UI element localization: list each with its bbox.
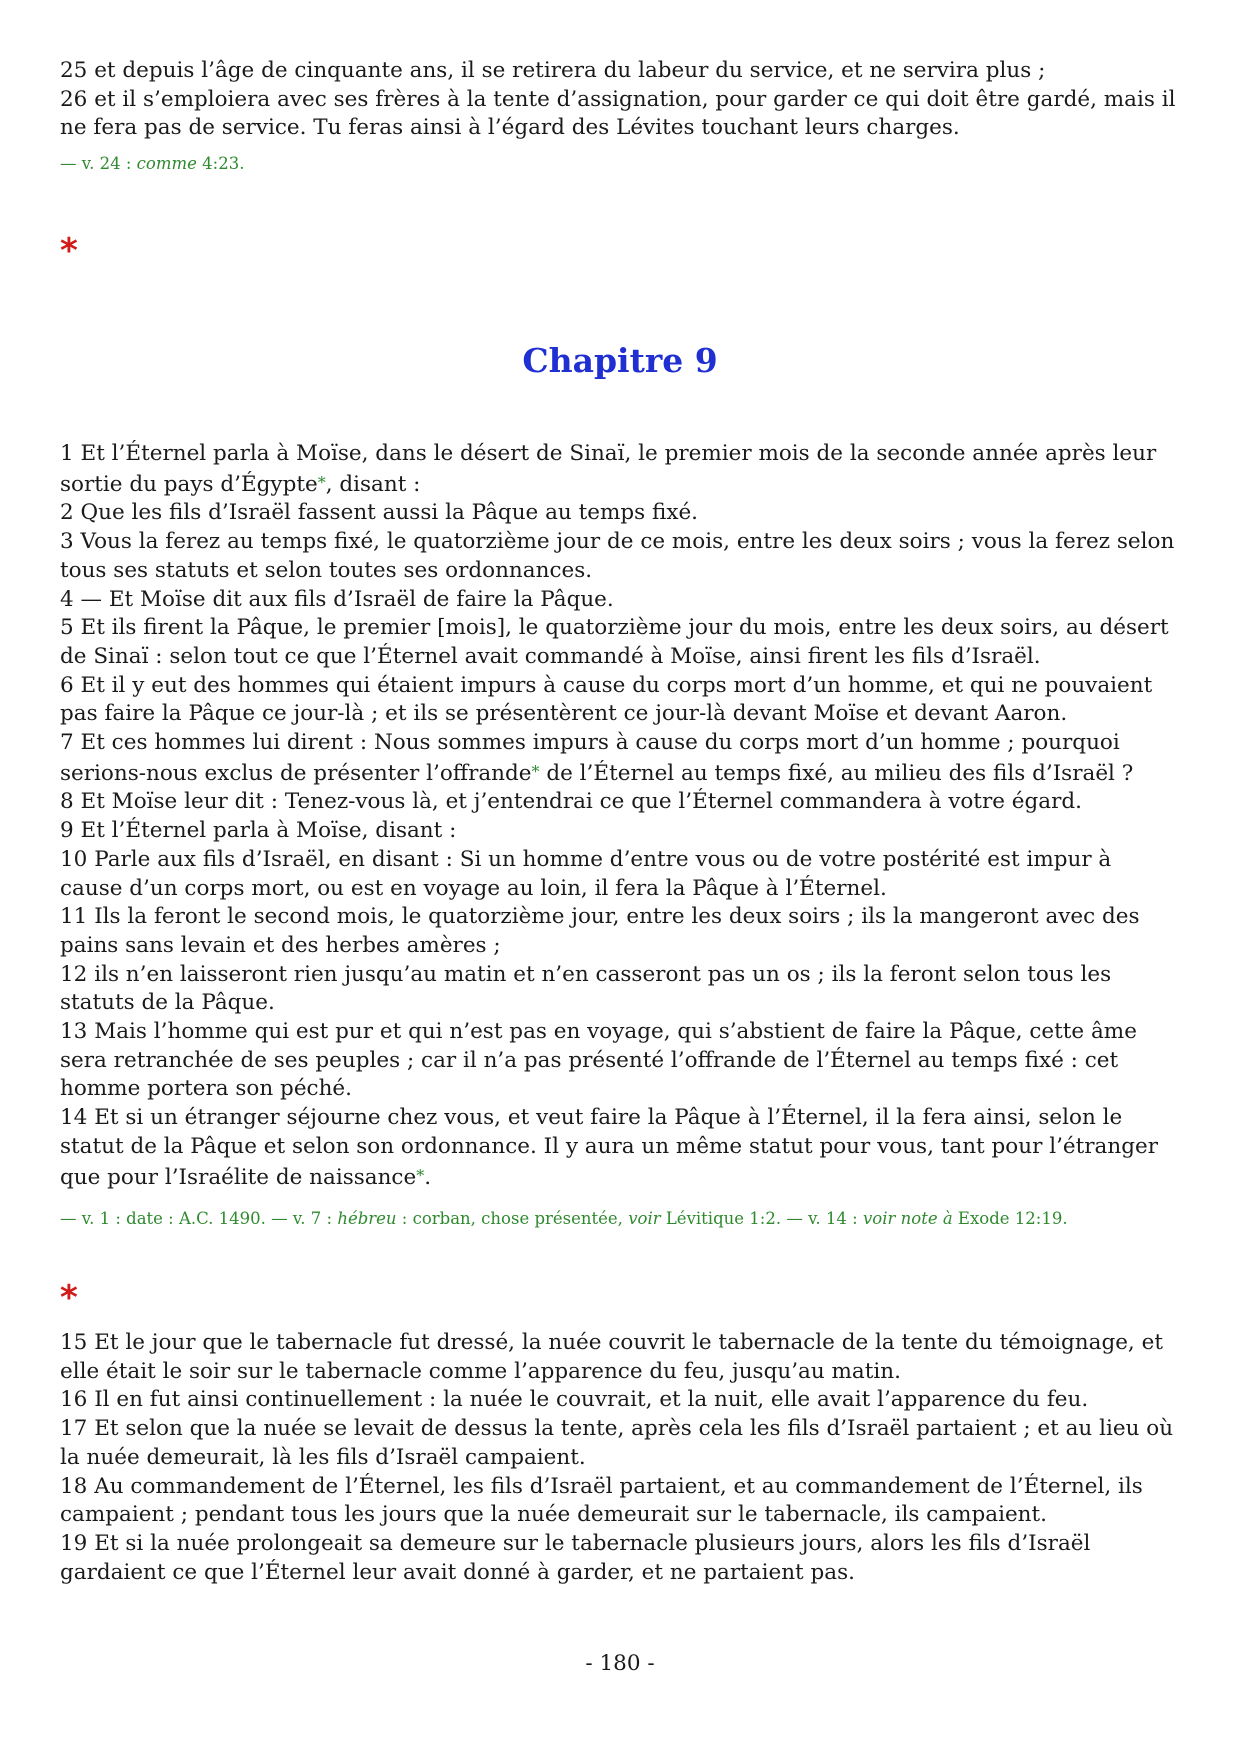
section-verses — [60, 1329, 1180, 1587]
verse-25: 25 et depuis l’âge de cinquante ans, il se retirera du labeur du service, et ne servira plus ; — [60, 58, 1046, 83]
verse-19: 19 Et si la nuée prolongeait sa demeure sur le tabernacle plusieurs jours, alors les fils d’Israël gardaient ce que l’Éternel leur avait donné à garder, et ne partaient pas. — [60, 1530, 1091, 1585]
verse-10: 10 Parle aux fils d’Israël, en disant : Si un homme d’entre vous ou de votre postérité est impur à cause d’un corps mort, ou est en voyage au loin, il fera la Pâque à l’Éternel. — [60, 846, 1112, 901]
page-number: - 180 - — [585, 1651, 655, 1676]
footnote-chapter-9: — v. 1 : date : A.C. 1490. — v. 7 : hébreu : corban, chose présentée, voir Lévitique 1:2. — v. 14 : voir note à Exode 12:19. — [60, 1209, 1068, 1228]
footnote-v24: — v. 24 : comme 4:23. — [60, 154, 245, 173]
chapter-verses — [60, 440, 1180, 1192]
verse-3: 3 Vous la ferez au temps fixé, le quatorzième jour de ce mois, entre les deux soirs ; vous la ferez selon tous ses statuts et selon toutes ses ordonnances. — [60, 529, 1175, 583]
verse-5: 5 Et ils firent la Pâque, le premier [mois], le quatorzième jour du mois, entre les deux soirs, au désert de Sinaï : selon tout ce que l’Éternel avait commandé à Moïse, ainsi firent les fils d’Israël. — [60, 615, 1169, 669]
verse-15: 15 Et le jour que le tabernacle fut dressé, la nuée couvrit le tabernacle de la tente du témoignage, et elle était le soir sur le tabernacle comme l’apparence du feu, jusqu’au matin. — [60, 1330, 1163, 1384]
verse-12: 12 ils n’en laisseront rien jusqu’au matin et n’en casseront pas un os ; ils la feront selon tous les statuts de la Pâque. — [60, 961, 1112, 1016]
section-separator-star: * — [60, 231, 78, 271]
verse-6: 6 Et il y eut des hommes qui étaient impurs à cause du corps mort d’un homme, et qui ne pouvaient pas faire la Pâque ce jour-là ; et ils se présentèrent ce jour-là devant Moïse et devant Aaron. — [60, 672, 1153, 727]
document-page — [60, 0, 1180, 1754]
verse-11: 11 Ils la feront le second mois, le quatorzième jour, entre les deux soirs ; ils la mangeront avec des pains sans levain et des herbes amères ; — [60, 904, 1140, 958]
verse-4: 4 — Et Moïse dit aux fils d’Israël de faire la Pâque. — [60, 586, 614, 612]
verse-16: 16 Il en fut ainsi continuellement : la nuée le couvrait, et la nuit, elle avait l’apparence du feu. — [60, 1387, 1089, 1413]
footnote-marker[interactable]: * — [416, 1165, 425, 1185]
verse-18: 18 Au commandement de l’Éternel, les fils d’Israël partaient, et au commandement de l’Éternel, ils campaient ; pendant tous les jours que la nuée demeurait sur le tabernacle, ils campaient. — [60, 1473, 1143, 1528]
verse-14: 14 Et si un étranger séjourne chez vous, et veut faire la Pâque à l’Éternel, il la fera ainsi, selon le statut de la Pâque et selon son ordonnance. Il y aura un même statut pour vous, tant pour l’étranger que pour l’Israélite de naissance*. — [60, 1105, 1158, 1190]
chapter-title: Chapitre 9 — [522, 341, 718, 380]
footnote-marker[interactable]: * — [531, 761, 540, 781]
verse-8: 8 Et Moïse leur dit : Tenez-vous là, et j’entendrai ce que l’Éternel commandera à votre égard. — [60, 789, 1082, 815]
verse-9: 9 Et l’Éternel parla à Moïse, disant : — [60, 818, 457, 844]
section-separator-star: * — [60, 1278, 78, 1318]
verse-17: 17 Et selon que la nuée se levait de dessus la tente, après cela les fils d’Israël partaient ; et au lieu où la nuée demeurait, là les fils d’Israël campaient. — [60, 1416, 1174, 1470]
top-verses — [60, 57, 1180, 143]
verse-7: 7 Et ces hommes lui dirent : Nous sommes impurs à cause du corps mort d’un homme ; pourquoi serions-nous exclus de présenter l’offrande* de l’Éternel au temps fixé, au milieu des fils d’Israël ? — [60, 730, 1134, 786]
verse-13: 13 Mais l’homme qui est pur et qui n’est pas en voyage, qui s’abstient de faire la Pâque, cette âme sera retranchée de ses peuples ; car il n’a pas présenté l’offrande de l’Éternel au temps fixé : cet homme portera son péché. — [60, 1019, 1137, 1102]
verse-26: 26 et il s’emploiera avec ses frères à la tente d’assignation, pour garder ce qui doit être gardé, mais il ne fera pas de service. Tu feras ainsi à l’égard des Lévites touchant leurs charges. — [60, 86, 1176, 141]
footnote-marker[interactable]: * — [317, 472, 326, 492]
verse-2: 2 Que les fils d’Israël fassent aussi la Pâque au temps fixé. — [60, 500, 698, 526]
verse-1: 1 Et l’Éternel parla à Moïse, dans le désert de Sinaï, le premier mois de la seconde année après leur sortie du pays d’Égypte*, disant : — [60, 441, 1157, 497]
